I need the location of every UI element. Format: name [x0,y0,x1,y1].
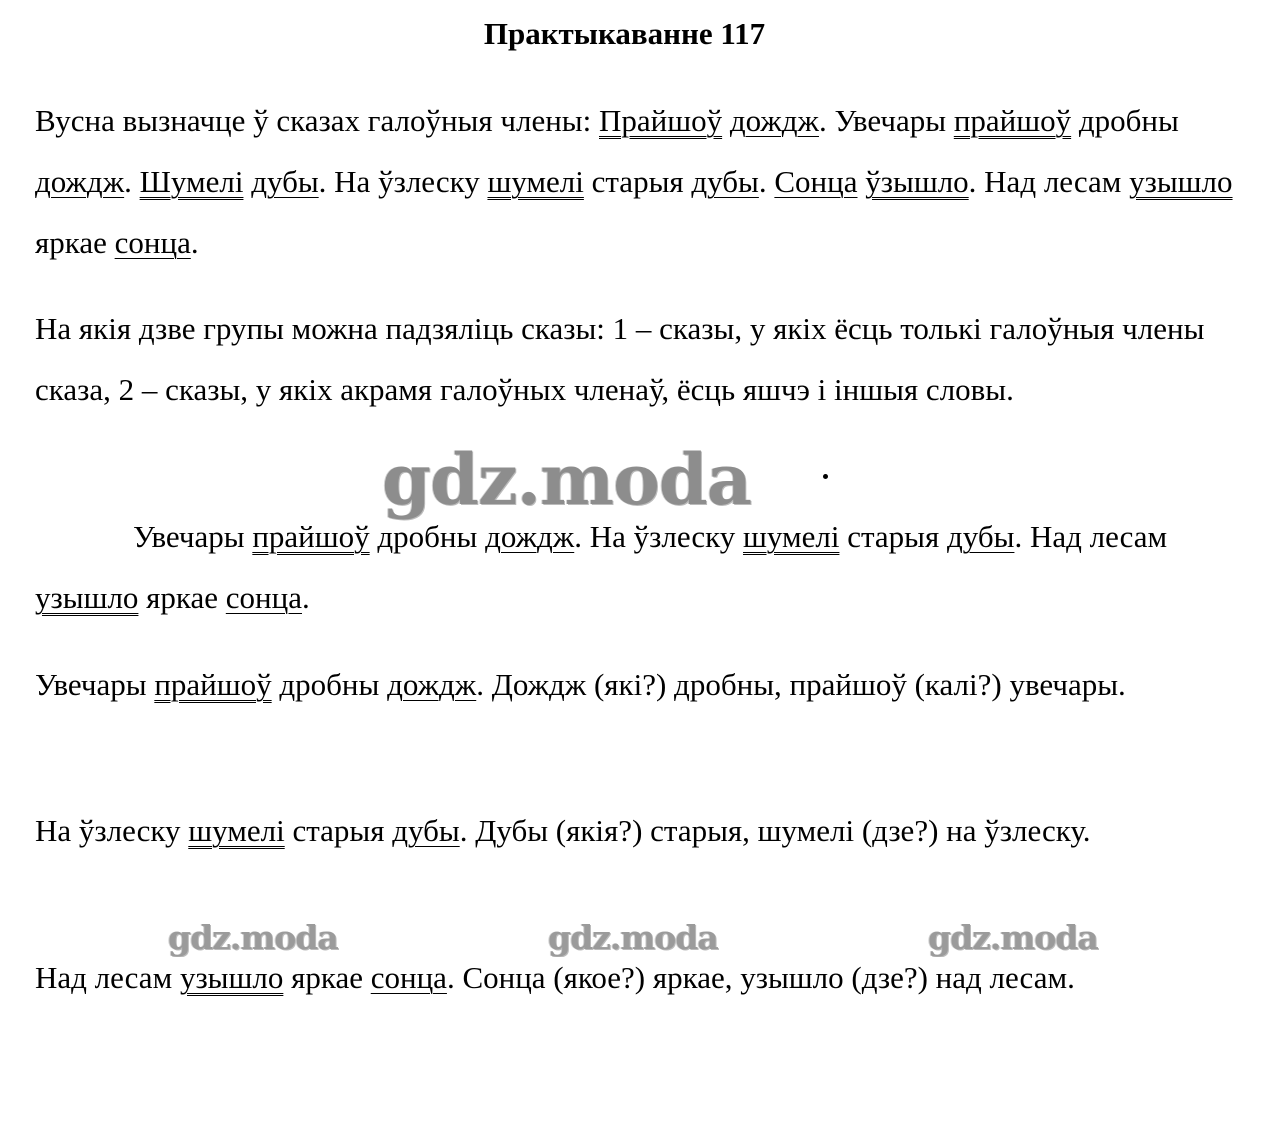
watermark: gdz.moda [548,918,718,957]
subject: дождж [35,164,125,199]
predicate: шумелі [487,164,584,199]
predicate: Прайшоў [599,103,723,138]
subject: сонца [370,960,447,995]
paragraph-analysis-1: Увечары прайшоў дробны дождж. Дождж (які?) дробны, прайшоў (калі?) увечары. [35,667,1126,702]
subject: дубы [392,813,460,848]
paragraph-analysis-2: На ўзлеску шумелі старыя дубы. Дубы (якія?) старыя, шумелі (дзе?) на ўзлеску. [35,813,1091,848]
subject: сонца [114,225,191,260]
predicate: прайшоў [953,103,1072,138]
subject: дождж [485,519,575,554]
predicate: узышло [1129,164,1233,199]
predicate: узышло [35,580,139,615]
predicate: Шумелі [139,164,244,199]
predicate: шумелі [188,813,285,848]
watermark: gdz.moda [168,918,338,957]
subject: дубы [946,519,1015,554]
paragraph-task: Вусна вызначце ў сказах галоўныя члены: Прайшоў дождж. Увечары прайшоў дробны дождж. Шумелі дубы. На ўзлеску шумелі старыя дубы. Сонца ўзышло. Над лесам узышло яркае сонца. [35,103,1233,260]
subject: сонца [225,580,302,615]
subject: Сонца [774,164,858,199]
subject: дождж [729,103,819,138]
predicate: узышло [179,960,284,995]
watermark: gdz.moda [928,918,1098,957]
paragraph-question: На якія дзве групы можна падзяліць сказы: 1 – сказы, у якіх ёсць толькі галоўныя члены сказа, 2 – сказы, у якіх акрамя галоўных членаў, ёсць яшчэ і іншыя словы. [35,311,1205,407]
predicate: ўзышло [865,164,969,199]
predicate: шумелі [743,519,840,554]
subject: дубы [691,164,759,199]
subject: дубы [251,164,319,199]
paragraph-answer-sentences: Увечары прайшоў дробны дождж. На ўзлеску шумелі старыя дубы. Над лесам узышло яркае сонца. [35,519,1168,615]
subject: дождж [387,667,477,702]
paragraph-analysis-3: Над лесам узышло яркае сонца. Сонца (якое?) яркае, узышло (дзе?) над лесам. [35,960,1075,995]
predicate: прайшоў [252,519,370,554]
predicate: прайшоў [154,667,272,702]
page-title: Практыкаванне 117 [483,16,766,51]
watermark: gdz.moda [382,438,752,521]
stray-dot [823,474,828,479]
